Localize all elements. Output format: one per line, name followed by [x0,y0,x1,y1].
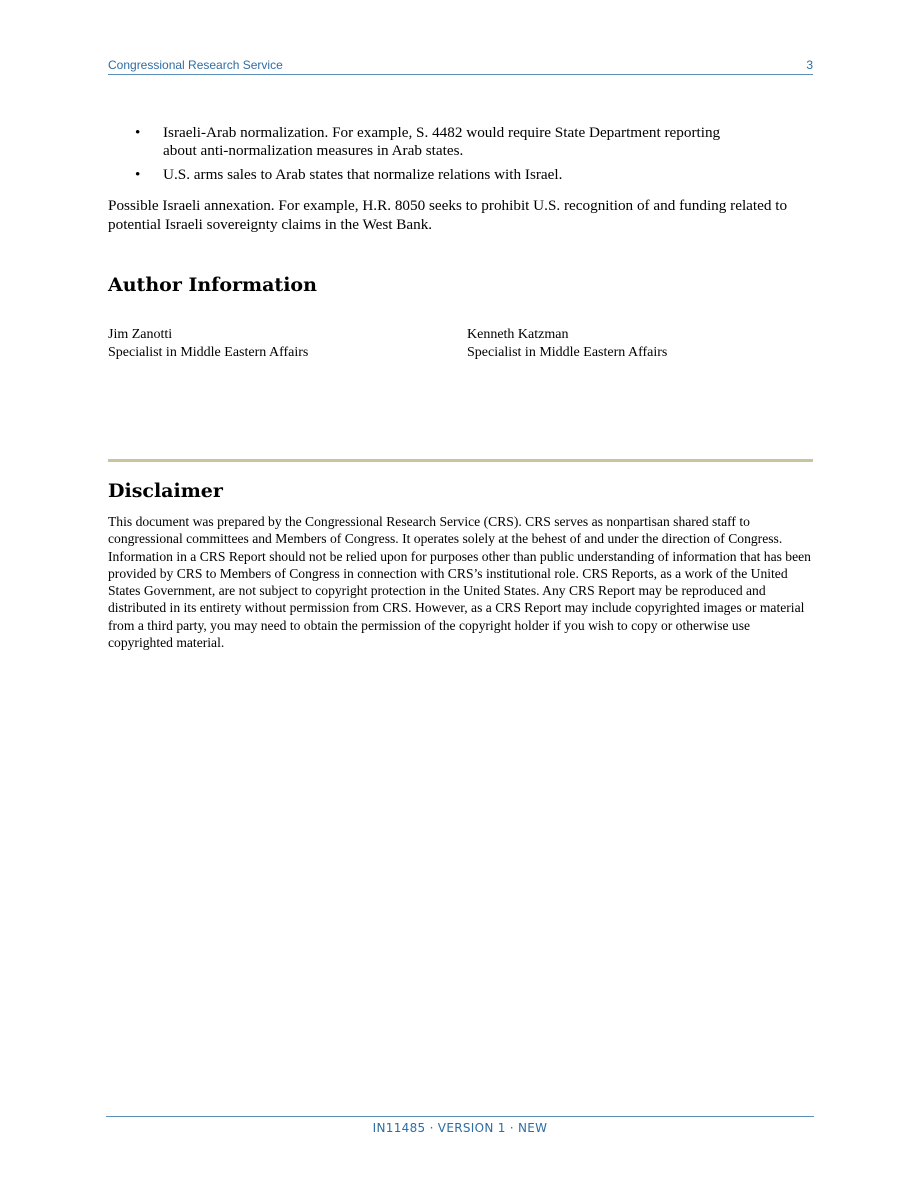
list-item-text: U.S. arms sales to Arab states that normalize relations with Israel. [163,166,563,183]
section-divider [108,459,813,462]
footer-divider [106,1116,814,1117]
author-information-heading: Author Information [108,274,317,296]
list-item-text: Israeli-Arab normalization. For example, S. 4482 would require State Department reporting about anti-normalization measures in Arab states. [163,124,721,159]
page-header [108,58,813,75]
page-number: 3 [806,58,813,72]
list-item [108,124,813,160]
footer-document-id: IN11485 · VERSION 1 · NEW [372,1121,548,1135]
list-item [108,166,813,184]
author-name: Jim Zanotti [108,327,173,342]
author-block [108,326,308,362]
author-title: Specialist in Middle Eastern Affairs [467,345,668,360]
author-title: Specialist in Middle Eastern Affairs [108,345,309,360]
author-name: Kenneth Katzman [467,327,569,342]
bullet-icon: • [135,166,141,183]
disclaimer-heading: Disclaimer [108,480,223,502]
disclaimer-text: This document was prepared by the Congressional Research Service (CRS). CRS serves as nonpartisan shared staff to congressional committees and Members of Congress. It operates solely at the behest of and under the direction of Congress. Information in a CRS Report should not be relied upon for purposes other than public understanding of information that has been provided by CRS to Members of Congress in connection with CRS’s institutional role. CRS Reports, as a work of the United States Government, are not subject to copyright protection in the United States. Any CRS Report may be reproduced and distributed in its entirety without permission from CRS. However, as a CRS Report may include copyrighted images or material from a third party, you may need to obtain the permission of the copyright holder if you wish to copy or otherwise use copyrighted material. [108,514,811,651]
header-org-name: Congressional Research Service [108,58,283,72]
bullet-icon: • [135,124,141,141]
bullet-list [108,124,813,190]
author-block [467,326,667,362]
body-paragraph: Possible Israeli annexation. For example, H.R. 8050 seeks to prohibit U.S. recognition of and funding related to potential Israeli sovereignty claims in the West Bank. [108,197,788,233]
